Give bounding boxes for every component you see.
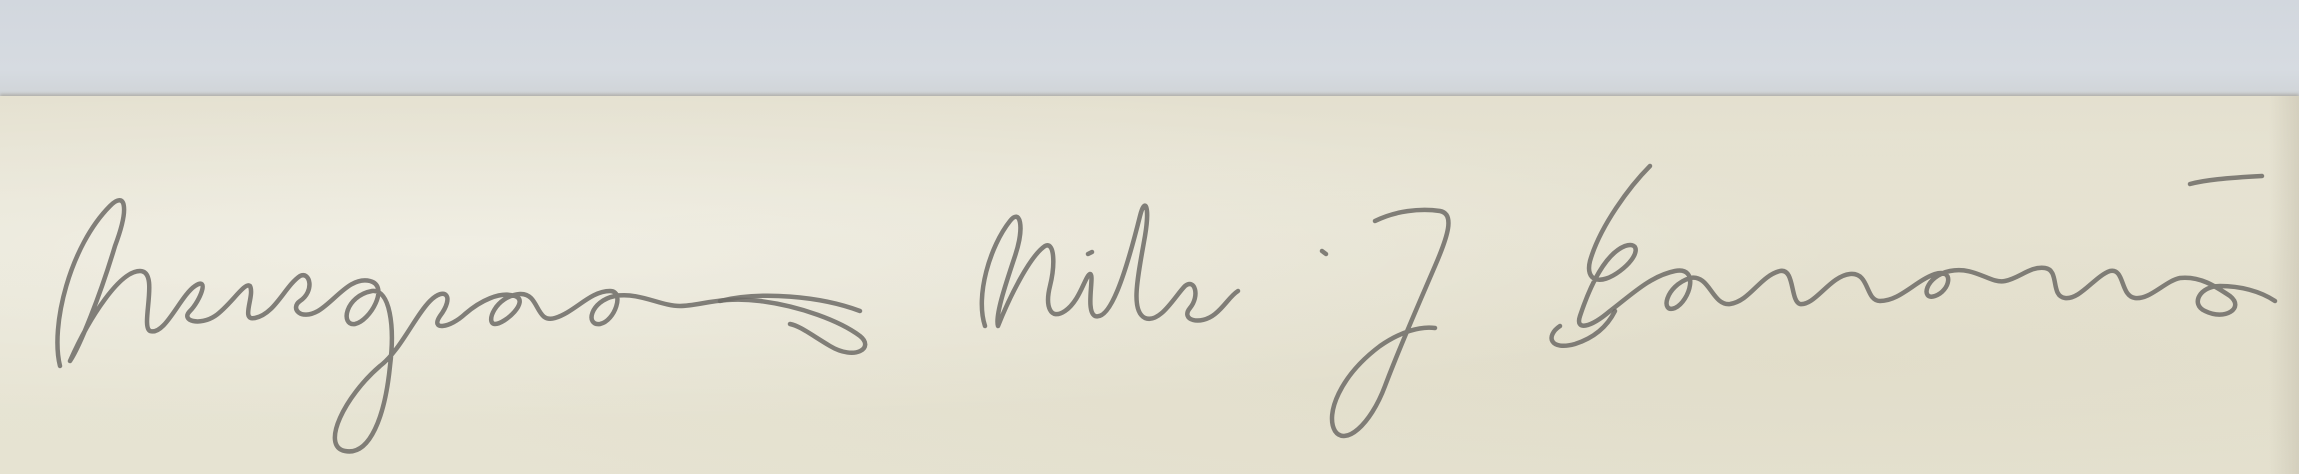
signature-stroke-macron (2190, 176, 2262, 184)
signature-stroke-gunerius (1579, 166, 2275, 326)
signature-stroke-neergaard (57, 200, 865, 451)
scanner-backing (0, 0, 2299, 100)
handwritten-signature (0, 96, 2299, 474)
signature-stroke-nils (982, 206, 1238, 326)
signature-stroke-nils-dot (1088, 252, 1092, 254)
signature-stroke-j (1332, 210, 1448, 436)
signature-stroke-period (1322, 251, 1326, 254)
